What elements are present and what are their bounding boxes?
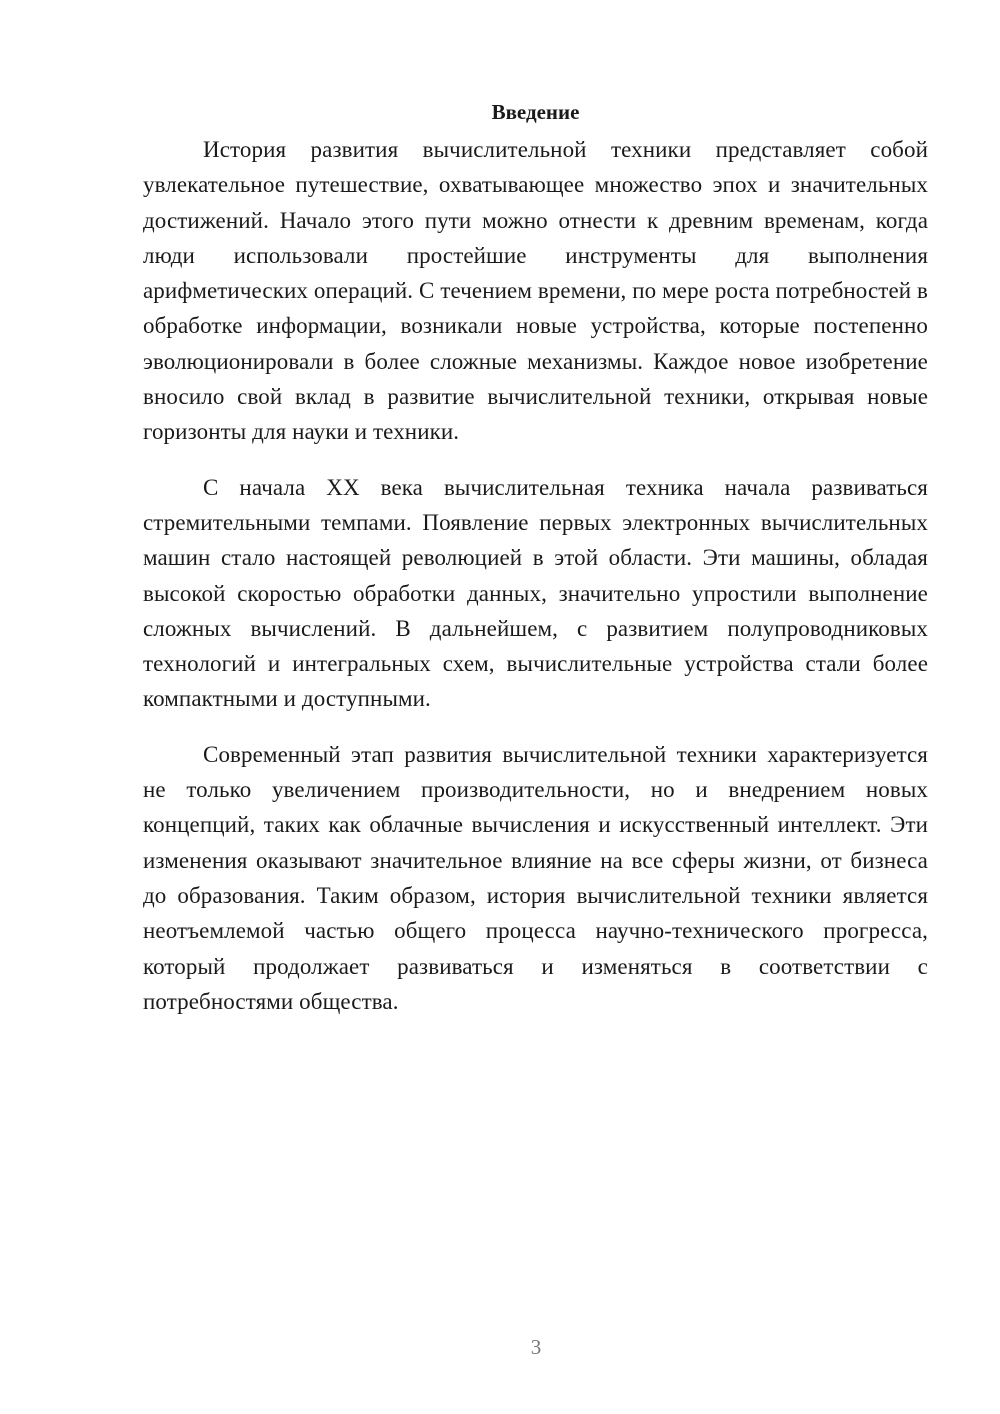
paragraph-3: Современный этап развития вычислительной техники характеризуется не только увеличением производительности, но и внедрением новых концепций, таких как облачные вычисления и искусственный интеллект. Эти изменения оказывают значительное влияние на все сферы жизни, от бизнеса до образования. Таким образом, история вычислительной техники является неотъемлемой частью общего процесса научно-технического прогресса, который продолжает развиваться и изменяться в соответствии с потребностями общества. bbox=[143, 741, 928, 1014]
page-content bbox=[143, 98, 928, 1039]
paragraph-1: История развития вычислительной техники представляет собой увлекательное путешествие, охватывающее множество эпох и значительных достижений. Начало этого пути можно отнести к древним временам, когда люди использовали простейшие инструменты для выполнения арифметических операций. С течением времени, по мере роста потребностей в обработке информации, возникали новые устройства, которые постепенно эволюционировали в более сложные механизмы. Каждое новое изобретение вносило свой вклад в развитие вычислительной техники, открывая новые горизонты для науки и техники. bbox=[143, 137, 928, 445]
page-title: Введение bbox=[491, 100, 580, 124]
paragraph-2: С начала XX века вычислительная техника начала развиваться стремительными темпами. Появление первых электронных вычислительных машин стало настоящей революцией в этой области. Эти машины, обладая высокой скоростью обработки данных, значительно упростили выполнение сложных вычислений. В дальнейшем, с развитием полупроводниковых технологий и интегральных схем, вычислительные устройства стали более компактными и доступными. bbox=[143, 474, 928, 712]
page-number: 3 bbox=[530, 1335, 542, 1359]
